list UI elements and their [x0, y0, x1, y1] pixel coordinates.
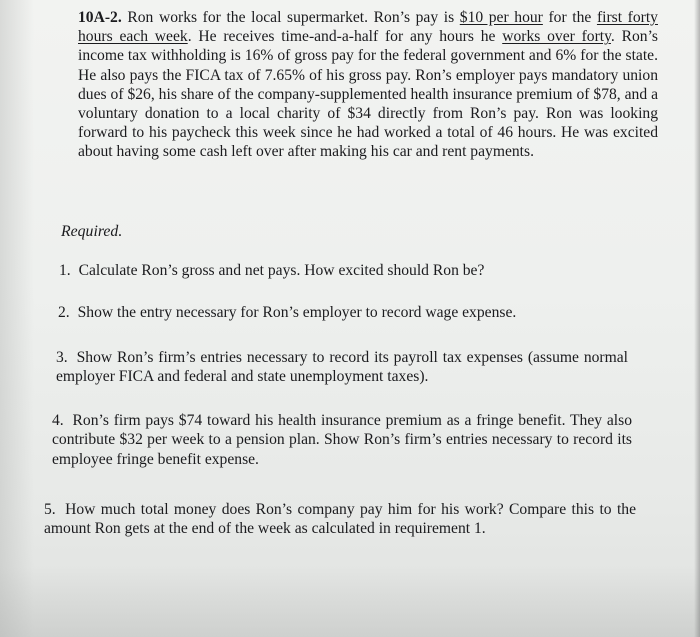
question-2: [58, 303, 658, 322]
question-text: How much total money does Ron’s company pay him for his work? Compare this to the amount Ron gets at the end of the week as calculated in requirement 1.: [44, 501, 636, 538]
works-over-underlined: works over forty: [502, 28, 611, 46]
first-hours-underlined: first forty hours each week: [78, 9, 658, 46]
problem-text-part-4: . Ron’s income tax withholding is 16% of gross pay for the federal government and 6% for the state. He also pays the FICA tax of 7.65% of his gross pay. Ron’s employer pays mandatory union dues of $26, his share of the company-supplemented health insurance premium of $78, and a voluntary donation to a local charity of $34 directly from Ron’s pay. Ron was looking forward to his paycheck this week since he had worked a total of 46 hours. He was excited about having some cash left over after making his car and rent payments.: [78, 28, 659, 161]
left-shadow: [0, 0, 34, 637]
question-number: 4.: [52, 412, 64, 429]
question-number: 2.: [58, 304, 70, 321]
question-3: [56, 348, 628, 387]
question-number: 5.: [44, 501, 56, 518]
question-number: 1.: [59, 262, 71, 279]
question-1: [59, 261, 659, 280]
problem-text-part-2: for the: [542, 9, 597, 26]
problem-statement: [78, 8, 658, 162]
question-5: [44, 500, 636, 539]
bottom-shadow: [0, 567, 700, 637]
problem-text-part-1: Ron works for the local supermarket. Ron’s pay is: [121, 9, 460, 26]
pay-rate-underlined: $10 per hour: [459, 9, 543, 26]
right-page-edge: [694, 0, 700, 637]
required-heading: Required.: [61, 223, 123, 240]
question-number: 3.: [56, 349, 68, 366]
question-text: Calculate Ron’s gross and net pays. How excited should Ron be?: [78, 262, 485, 279]
question-4: [52, 411, 632, 469]
question-text: Show Ron’s firm’s entries necessary to record its payroll tax expenses (assume normal employer FICA and federal and state unemployment taxes).: [56, 349, 628, 386]
problem-number: 10A-2.: [78, 9, 122, 26]
problem-text-part-3: . He receives time-and-a-half for any hours he: [187, 28, 503, 46]
question-text: Ron’s firm pays $74 toward his health insurance premium as a fringe benefit. They also contribute $32 per week to a pension plan. Show Ron’s firm’s entries necessary to record its employee fringe benefit expense.: [52, 412, 632, 468]
question-text: Show the entry necessary for Ron’s employer to record wage expense.: [77, 304, 517, 321]
